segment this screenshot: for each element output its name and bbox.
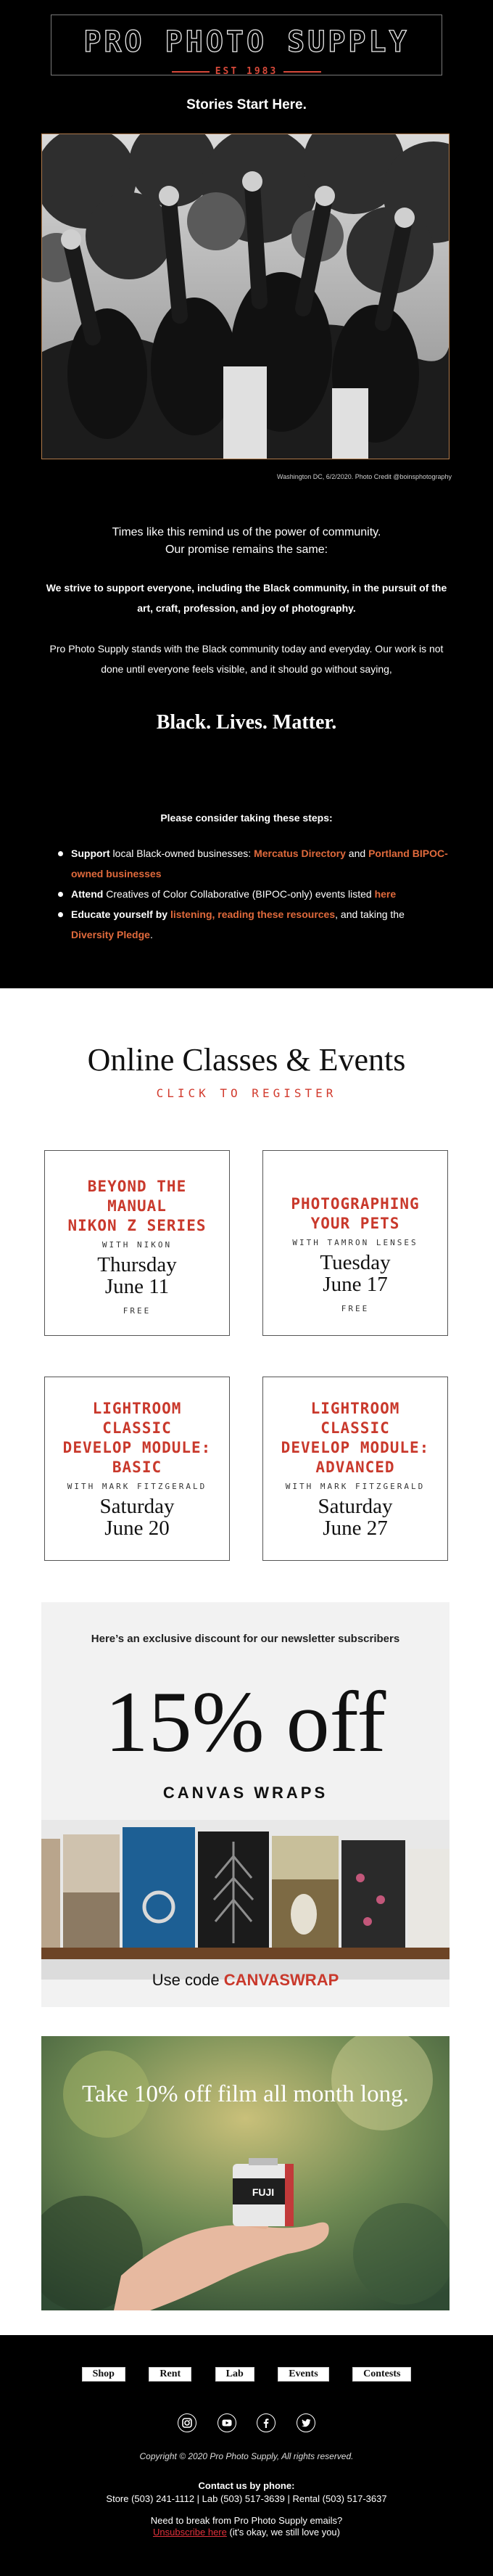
tagline: Stories Start Here. — [186, 97, 307, 112]
event-price: FREE — [123, 1306, 152, 1316]
portland-bipoc-link[interactable]: Portland BIPOC-owned businesses — [71, 848, 448, 879]
film-promo-banner[interactable] — [41, 2036, 450, 2310]
event-date: June 27 — [323, 1517, 388, 1540]
logo-est: EST 1983 — [51, 66, 442, 77]
unsubscribe-line: Unsubscribe here (it's okay, we still love you) — [152, 2527, 340, 2538]
blm-heading: Black. Lives. Matter. — [156, 711, 337, 734]
promo-code: CANVASWRAP — [223, 1971, 339, 1989]
event-day: Saturday — [318, 1495, 393, 1518]
resources-link[interactable]: listening, reading these resources — [170, 908, 336, 920]
register-link[interactable]: CLICK TO REGISTER — [156, 1086, 337, 1100]
steps-title: Please consider taking these steps: — [160, 812, 333, 824]
hero-section — [0, 0, 493, 988]
promise-paragraph: We strive to support everyone, including the Black community, in the pursuit of the art, craft, profession, and joy of photography. — [46, 582, 447, 614]
nav-events[interactable]: Events — [278, 2367, 328, 2382]
contact-phones: Store (503) 241-1112 | Lab (503) 517-3639 | Rental (503) 517-3637 — [106, 2493, 387, 2504]
copyright: Copyright © 2020 Pro Photo Supply, All rights reserved. — [139, 2451, 354, 2461]
event-day: Thursday — [97, 1253, 177, 1276]
events-here-link[interactable]: here — [374, 888, 397, 900]
nav-lab[interactable]: Lab — [215, 2367, 254, 2382]
event-card-lightroom-basic[interactable] — [44, 1377, 230, 1561]
promo-product: CANVAS WRAPS — [162, 1784, 328, 1802]
logo-text: PRO PHOTO SUPPLY — [83, 25, 410, 59]
instagram-icon[interactable] — [178, 2413, 196, 2432]
event-host: WITH NIKON — [102, 1240, 173, 1250]
event-card-lightroom-advanced[interactable] — [262, 1377, 448, 1561]
film-label: FUJI — [252, 2186, 275, 2198]
unsubscribe-link[interactable]: Unsubscribe here — [152, 2527, 227, 2538]
event-price: FREE — [341, 1304, 370, 1313]
event-title: BEYOND THE MANUAL NIKON Z SERIES — [67, 1178, 207, 1234]
break-line: Need to break from Pro Photo Supply emails? — [150, 2515, 343, 2526]
event-title: PHOTOGRAPHING YOUR PETS — [291, 1195, 420, 1232]
community-paragraph: Times like this remind us of the power of community. Our promise remains the same: — [112, 526, 381, 556]
event-host: WITH MARK FITZGERALD — [285, 1482, 426, 1491]
nav-shop[interactable]: Shop — [82, 2367, 125, 2382]
mercatus-link[interactable]: Mercatus Directory — [254, 848, 346, 859]
nav-contests[interactable]: Contests — [352, 2367, 411, 2382]
photo-caption: Washington DC, 6/2/2020. Photo Credit @boinsphotography — [277, 473, 452, 480]
social-links — [0, 2413, 493, 2432]
nav-rent[interactable]: Rent — [149, 2367, 191, 2382]
film-promo-text: Take 10% off film all month long. — [82, 2081, 409, 2107]
facebook-icon[interactable] — [257, 2413, 276, 2432]
promo-discount: 15% off — [104, 1673, 386, 1770]
twitter-icon[interactable] — [297, 2413, 315, 2432]
list-item: Attend Creatives of Color Collaborative (BIPOC-only) events listed here — [57, 884, 448, 904]
promo-headline: Here’s an exclusive discount for our newsletter subscribers — [91, 1633, 400, 1645]
list-item: Educate yourself by listening, reading these resources, and taking the Diversity Pledge. — [57, 904, 448, 945]
event-title: LIGHTROOM CLASSIC DEVELOP MODULE: ADVANCED — [281, 1400, 430, 1476]
event-host: WITH TAMRON LENSES — [292, 1238, 418, 1247]
diversity-pledge-link[interactable]: Diversity Pledge — [71, 929, 150, 940]
event-date: June 20 — [104, 1517, 170, 1540]
footer-nav — [0, 2367, 493, 2382]
logo[interactable] — [51, 15, 442, 75]
steps-list — [57, 843, 448, 945]
event-date: June 11 — [104, 1275, 170, 1298]
youtube-icon[interactable] — [218, 2413, 236, 2432]
event-host: WITH MARK FITZGERALD — [67, 1482, 207, 1491]
event-card-pets[interactable] — [262, 1150, 448, 1336]
footer — [0, 2335, 493, 2576]
stand-paragraph: Pro Photo Supply stands with the Black community today and everyday. Our work is not done until everyone feels visible, and it should go without saying, — [49, 643, 444, 675]
canvas-promo-banner[interactable] — [41, 1602, 450, 2007]
canvas-shelf-image — [41, 1820, 450, 1980]
event-date: June 17 — [323, 1273, 388, 1296]
classes-title: Online Classes & Events — [87, 1042, 406, 1078]
event-day: Tuesday — [320, 1251, 391, 1274]
promo-code-line: Use code CANVASWRAP — [152, 1971, 339, 1989]
contact-title: Contact us by phone: — [198, 2480, 295, 2491]
event-day: Saturday — [99, 1495, 175, 1518]
list-item: Support local Black-owned businesses: Mercatus Directory and Portland BIPOC-owned businesses — [57, 843, 448, 884]
event-card-nikon[interactable] — [44, 1150, 230, 1336]
hero-photo — [41, 134, 450, 459]
film-hand-image — [41, 2036, 450, 2310]
event-title: LIGHTROOM CLASSIC DEVELOP MODULE: BASIC — [62, 1400, 212, 1476]
